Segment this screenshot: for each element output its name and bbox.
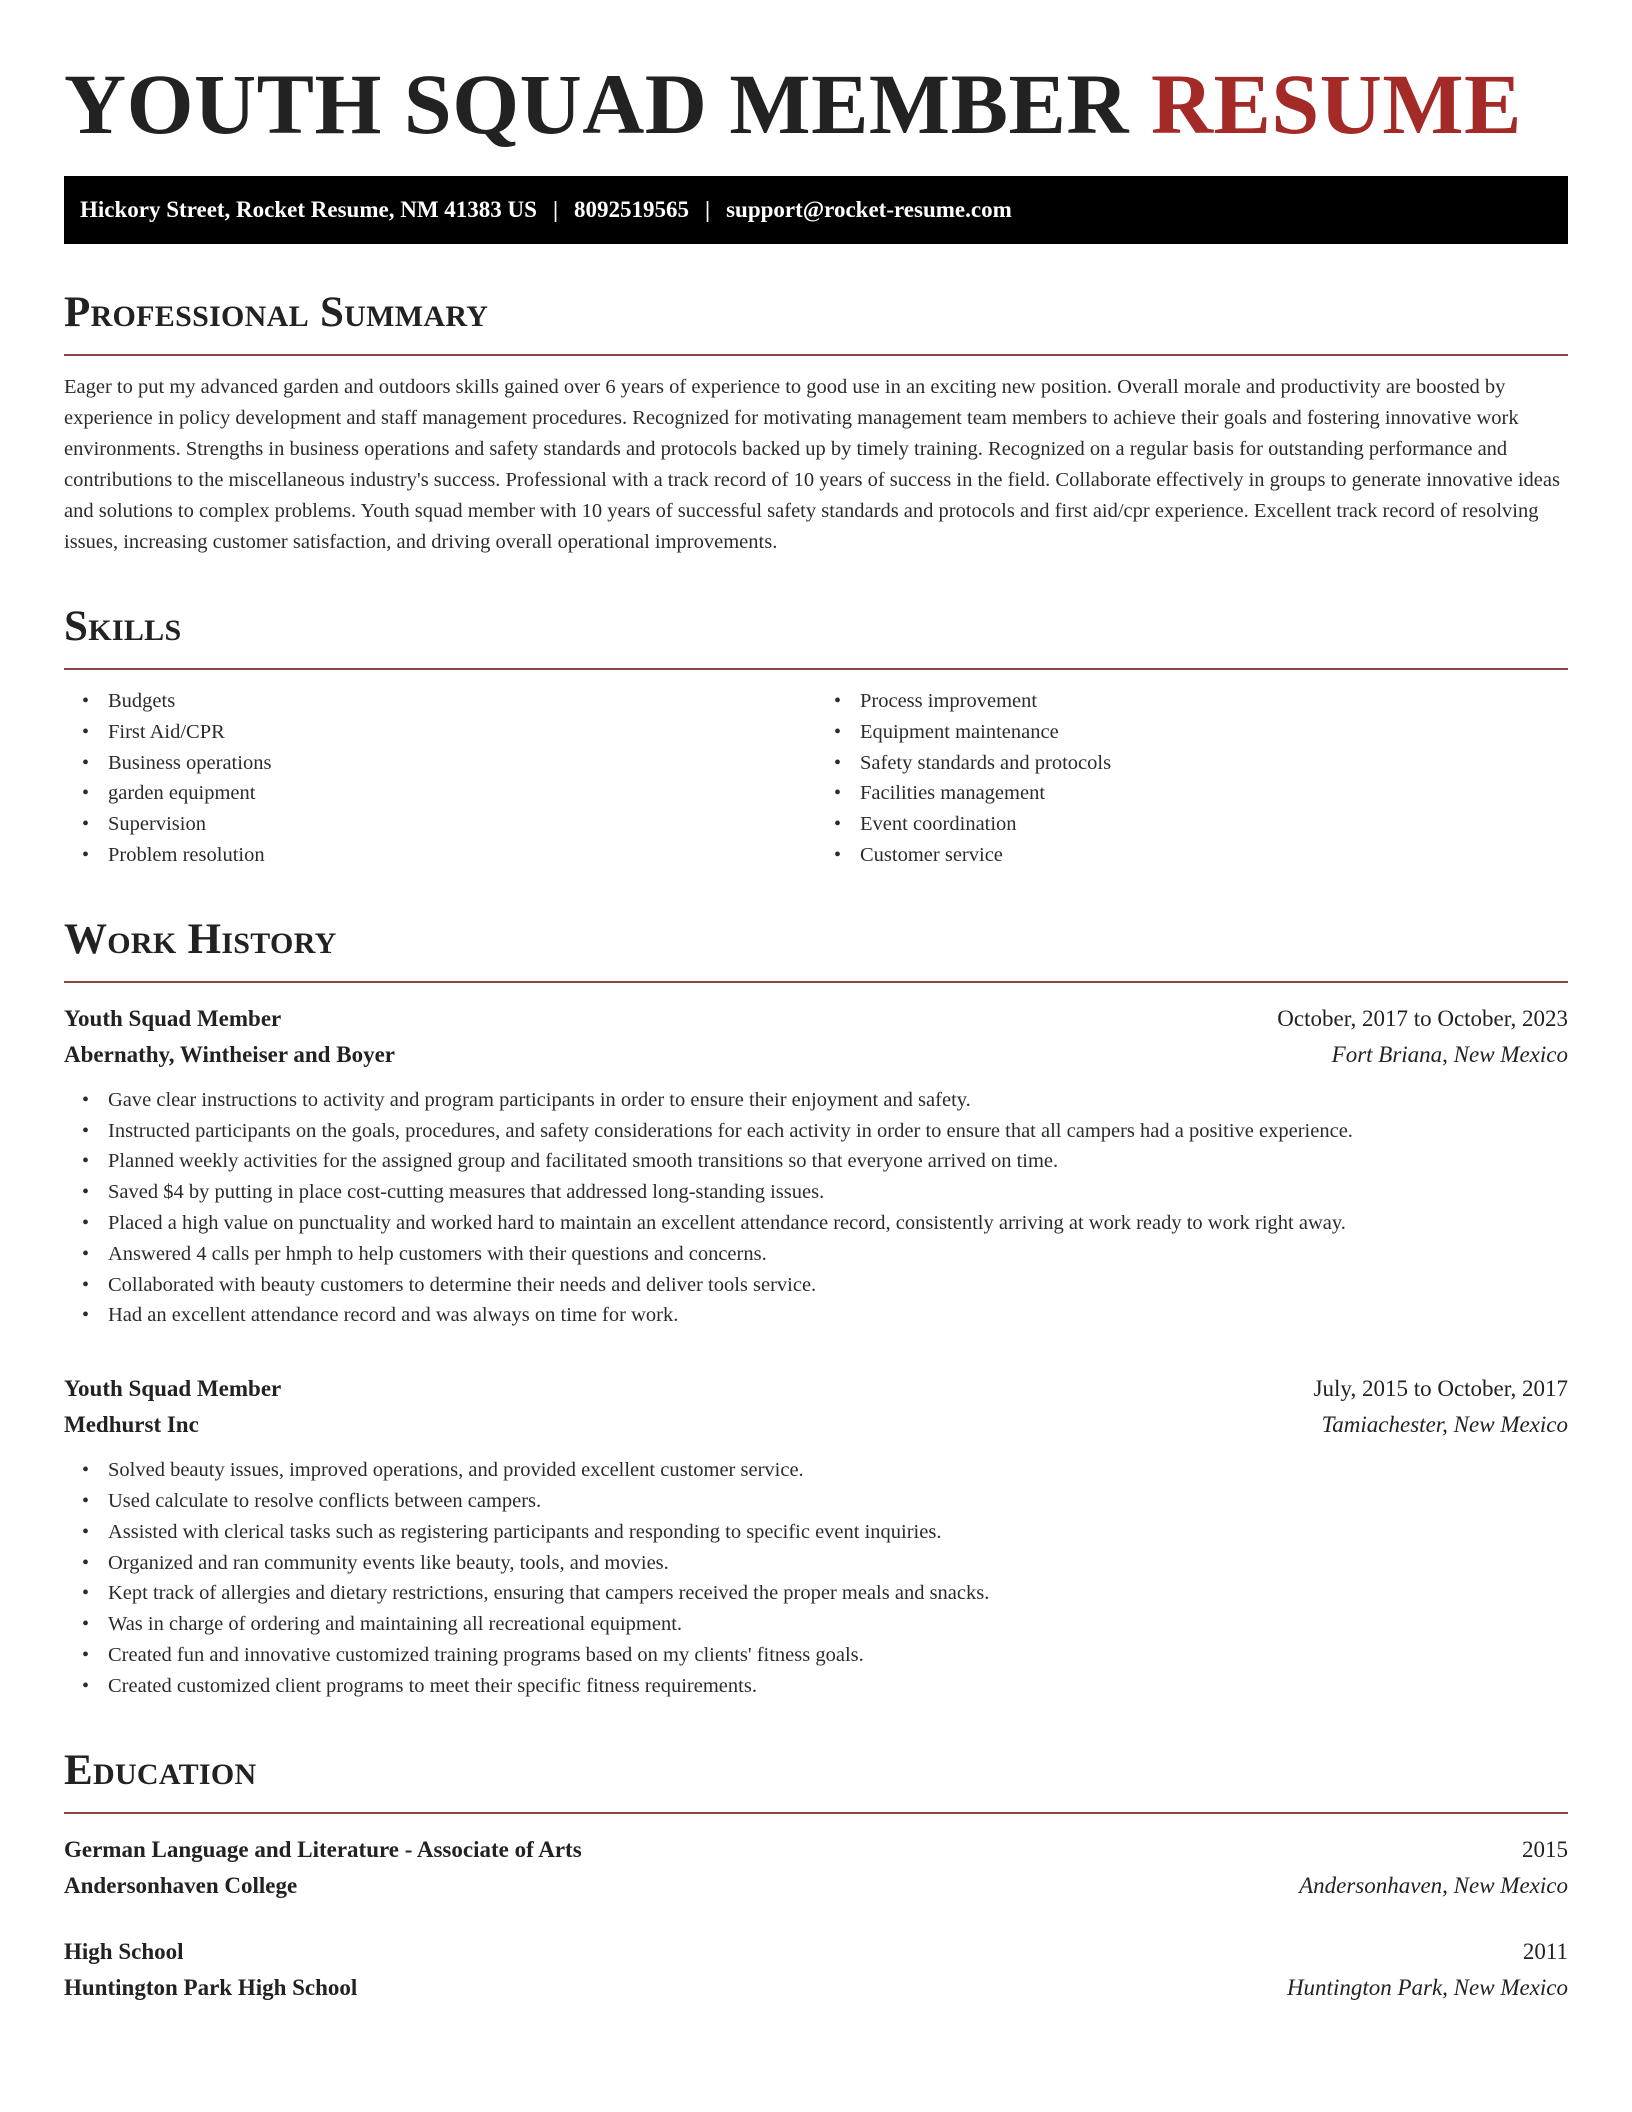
contact-separator: | xyxy=(705,197,711,222)
education-school: Andersonhaven College xyxy=(64,1872,298,1898)
skill-item: • Process improvement xyxy=(860,686,1568,717)
section-heading: Education xyxy=(64,1746,257,1794)
education-degree: High School xyxy=(64,1938,184,1964)
education-entry xyxy=(64,1934,1568,2006)
contact-phone: 8092519565 xyxy=(574,197,690,222)
skills-column-right xyxy=(816,686,1568,871)
skills-section xyxy=(64,602,1568,871)
job-bullet: • Assisted with clerical tasks such as registering participants and responding to specific event inquiries. xyxy=(108,1517,1568,1548)
job-dates: July, 2015 to October, 2017 xyxy=(1313,1376,1568,1402)
skill-item: • Customer service xyxy=(860,840,1568,871)
job-bullet: • Saved $4 by putting in place cost-cutting measures that addressed long-standing issues. xyxy=(108,1177,1568,1208)
job-bullet: • Placed a high value on punctuality and worked hard to maintain an excellent attendance record, consistently arriving at work ready to work right away. xyxy=(108,1208,1568,1239)
skill-item: • First Aid/CPR xyxy=(108,717,816,748)
summary-section xyxy=(64,288,1568,558)
contact-separator: | xyxy=(552,197,559,222)
job-location: Tamiachester, New Mexico xyxy=(1321,1412,1568,1438)
section-divider xyxy=(64,1812,1568,1814)
job-bullet: • Planned weekly activities for the assigned group and facilitated smooth transitions so that everyone arrived on time. xyxy=(108,1146,1568,1177)
education-year: 2015 xyxy=(1522,1836,1568,1862)
section-divider xyxy=(64,668,1568,670)
education-location: Andersonhaven, New Mexico xyxy=(1299,1872,1568,1898)
job-bullet: • Used calculate to resolve conflicts between campers. xyxy=(108,1486,1568,1517)
skill-item: • Budgets xyxy=(108,686,816,717)
skill-item: • garden equipment xyxy=(108,778,816,809)
job-bullet: • Collaborated with beauty customers to determine their needs and deliver tools service. xyxy=(108,1270,1568,1301)
job-bullet: • Kept track of allergies and dietary restrictions, ensuring that campers received the proper meals and snacks. xyxy=(108,1578,1568,1609)
job-bullets xyxy=(64,1455,1568,1701)
job-bullet: • Was in charge of ordering and maintaining all recreational equipment. xyxy=(108,1609,1568,1640)
section-divider xyxy=(64,354,1568,356)
section-divider xyxy=(64,981,1568,983)
job-company: Medhurst Inc xyxy=(64,1412,199,1438)
resume-title xyxy=(64,54,1568,154)
education-location: Huntington Park, New Mexico xyxy=(1286,1974,1568,2000)
section-heading: Skills xyxy=(64,603,182,650)
job-dates: October, 2017 to October, 2023 xyxy=(1277,1005,1568,1031)
skill-item: • Equipment maintenance xyxy=(860,717,1568,748)
job-location: Fort Briana, New Mexico xyxy=(1331,1041,1568,1067)
education-year: 2011 xyxy=(1522,1938,1568,1964)
job-title: Youth Squad Member xyxy=(64,1376,282,1402)
title-main: YOUTH SQUAD MEMBER xyxy=(64,56,1129,152)
summary-text: Eager to put my advanced garden and outdoors skills gained over 6 years of experience to good use in an exciting new position. Overall morale and productivity are boosted by experience in policy development and staff management procedures. Recognized for motivating management team members to achieve their goals and fostering innovative work environments. Strengths in business operations and safety standards and protocols backed up by timely training. Recognized on a regular basis for outstanding performance and contributions to the miscellaneous industry's success. Professional with a track record of 10 years of success in the field. Collaborate effectively in groups to generate innovative ideas and solutions to complex problems. Youth squad member with 10 years of successful safety standards and protocols and first aid/cpr experience. Excellent track record of resolving issues, increasing customer satisfaction, and driving overall operational improvements. xyxy=(64,376,1560,553)
skills-list xyxy=(64,686,1568,871)
skill-item: • Supervision xyxy=(108,809,816,840)
job-entry xyxy=(64,1371,1568,1701)
skill-item: • Safety standards and protocols xyxy=(860,748,1568,779)
job-bullet: • Had an excellent attendance record and was always on time for work. xyxy=(108,1300,1568,1331)
contact-address: Hickory Street, Rocket Resume, NM 41383 US xyxy=(80,197,537,222)
skill-item: • Problem resolution xyxy=(108,840,816,871)
skills-column-left xyxy=(64,686,816,871)
contact-email: support@rocket-resume.com xyxy=(726,197,1012,222)
skill-item: • Business operations xyxy=(108,748,816,779)
job-bullet: • Created fun and innovative customized training programs based on my clients' fitness goals. xyxy=(108,1640,1568,1671)
education-section xyxy=(64,1746,1568,2006)
contact-bar xyxy=(64,176,1568,244)
job-bullet: • Answered 4 calls per hmph to help customers with their questions and concerns. xyxy=(108,1239,1568,1270)
job-bullet: • Solved beauty issues, improved operations, and provided excellent customer service. xyxy=(108,1455,1568,1486)
education-degree: German Language and Literature - Associate of Arts xyxy=(64,1836,582,1862)
education-school: Huntington Park High School xyxy=(64,1974,358,2000)
job-bullet: • Organized and ran community events like beauty, tools, and movies. xyxy=(108,1548,1568,1579)
skill-item: • Event coordination xyxy=(860,809,1568,840)
job-bullet: • Instructed participants on the goals, procedures, and safety considerations for each activity in order to ensure that all campers had a positive experience. xyxy=(108,1116,1568,1147)
job-bullet: • Gave clear instructions to activity and program participants in order to ensure their enjoyment and safety. xyxy=(108,1085,1568,1116)
section-heading: Professional Summary xyxy=(64,289,489,336)
work-history-section xyxy=(64,915,1568,1702)
education-entry xyxy=(64,1832,1568,1904)
section-heading: Work History xyxy=(64,915,337,963)
job-bullet: • Created customized client programs to meet their specific fitness requirements. xyxy=(108,1671,1568,1702)
job-title: Youth Squad Member xyxy=(64,1005,282,1031)
skill-item: • Facilities management xyxy=(860,778,1568,809)
job-bullets xyxy=(64,1085,1568,1331)
job-company: Abernathy, Wintheiser and Boyer xyxy=(64,1041,395,1067)
title-accent: RESUME xyxy=(1150,56,1522,152)
job-entry xyxy=(64,1001,1568,1331)
